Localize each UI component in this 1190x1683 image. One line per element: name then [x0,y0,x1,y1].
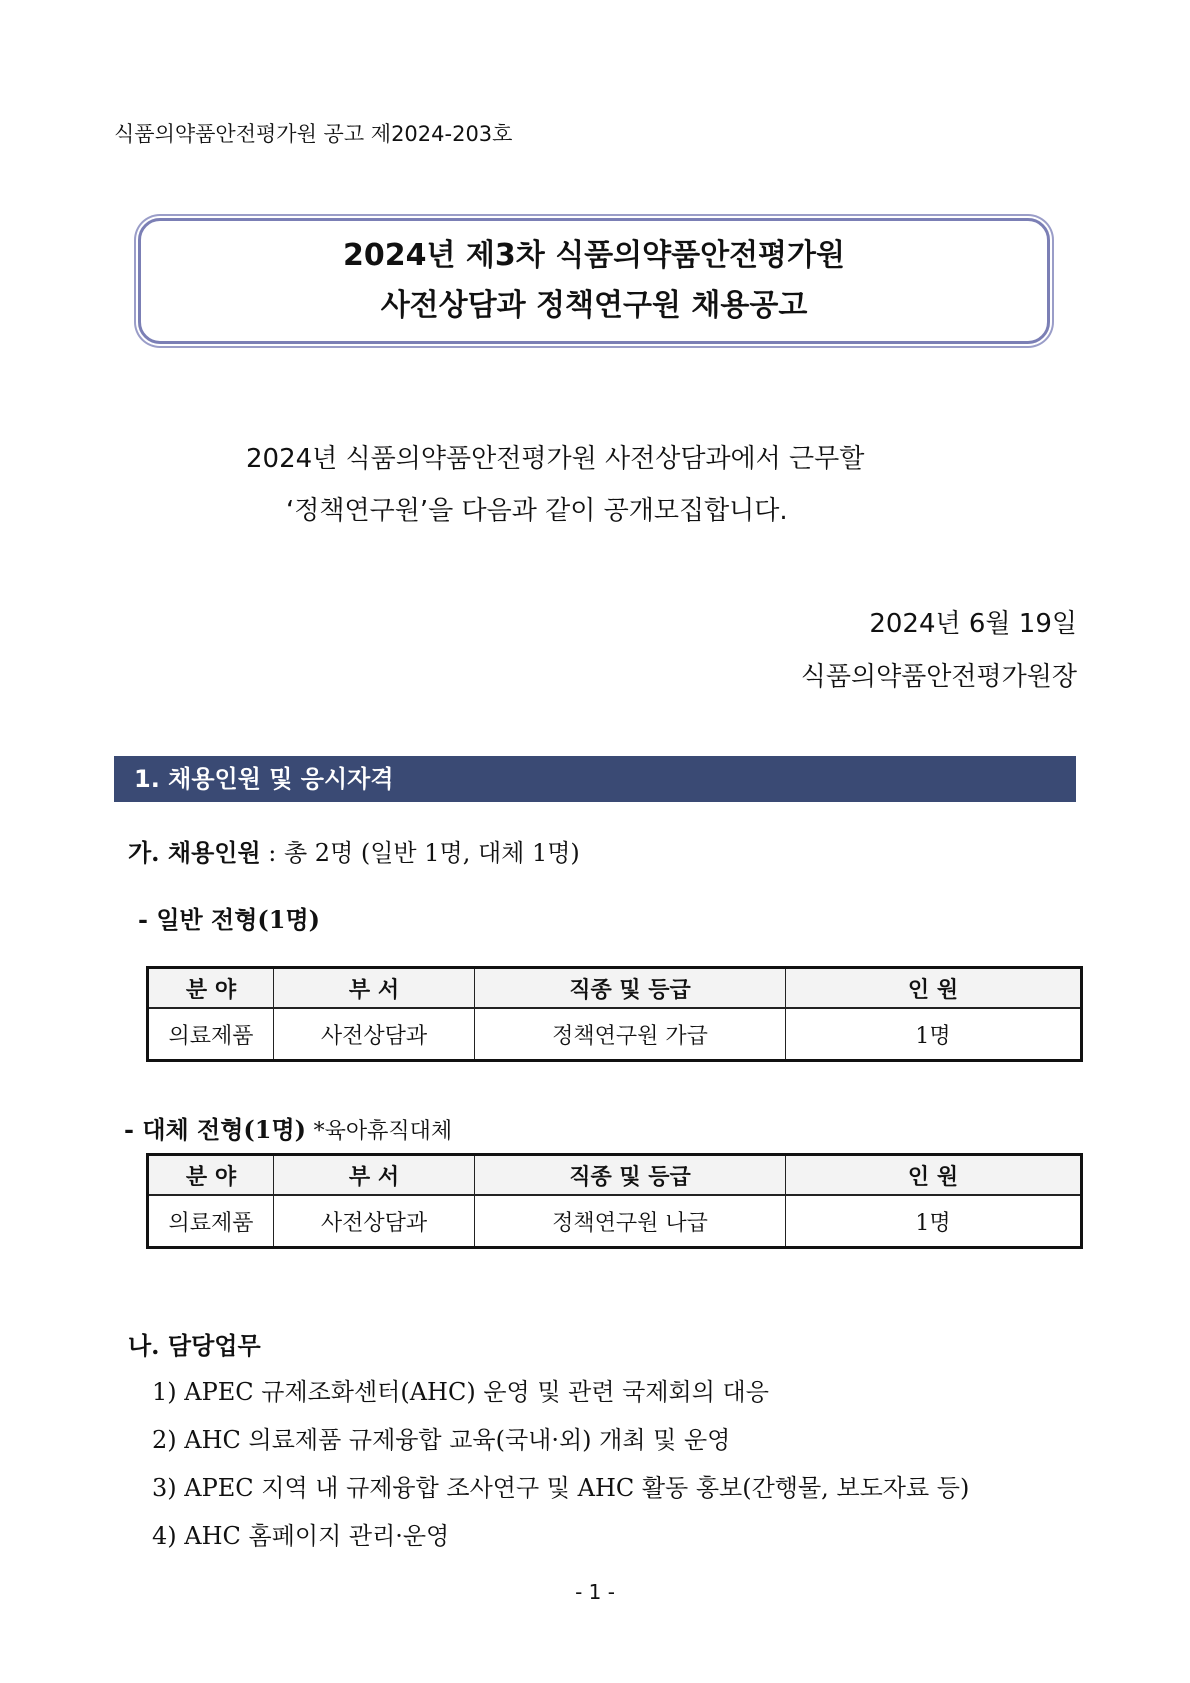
section-heading: 1. 채용인원 및 응시자격 [114,756,1076,802]
column-header: 직종 및 등급 [475,968,786,1009]
table-cell: 정책연구원 가급 [475,1008,786,1061]
column-header: 부 서 [274,968,475,1009]
table-cell: 정책연구원 나급 [475,1195,786,1248]
page-number: - 1 - [575,1580,615,1604]
replacement-track-note: *육아휴직대체 [313,1119,453,1144]
list-item: 4) AHC 홈페이지 관리·운영 [152,1522,450,1550]
title-box [138,218,1050,344]
column-header: 직종 및 등급 [475,1155,786,1196]
recruitment-count [128,833,580,868]
table-header-row [148,968,1082,1009]
replacement-track-title: - 대체 전형(1명) [124,1115,307,1144]
table-cell: 사전상담과 [274,1008,475,1061]
replacement-track-table [146,1153,1083,1249]
recruitment-count-label: 가. 채용인원 [128,838,261,867]
notice-number: 식품의약품안전평가원 공고 제2024-203호 [114,122,513,146]
table-row [148,1195,1082,1248]
general-track-table [146,966,1083,1062]
column-header: 분 야 [148,1155,274,1196]
intro-line-1: 2024년 식품의약품안전평가원 사전상담과에서 근무할 [246,444,865,474]
table-cell: 의료제품 [148,1195,274,1248]
list-item: 2) AHC 의료제품 규제융합 교육(국내·외) 개최 및 운영 [152,1426,731,1454]
title-line-2: 사전상담과 정책연구원 채용공고 [380,288,808,323]
general-track-heading: - 일반 전형(1명) [138,905,321,934]
column-header: 인 원 [786,1155,1082,1196]
list-item: 3) APEC 지역 내 규제융합 조사연구 및 AHC 활동 홍보(간행물, 보도자료 등) [152,1474,970,1502]
issuer-name: 식품의약품안전평가원장 [800,662,1077,692]
intro-line-2: ‘정책연구원’을 다음과 같이 공개모집합니다. [286,496,788,526]
duties-heading: 나. 담당업무 [128,1331,261,1360]
table-cell: 사전상담과 [274,1195,475,1248]
column-header: 인 원 [786,968,1082,1009]
replacement-track-heading [124,1110,452,1145]
announcement-date: 2024년 6월 19일 [869,609,1077,639]
recruitment-count-text: : 총 2명 (일반 1명, 대체 1명) [260,839,580,867]
title-line-1: 2024년 제3차 식품의약품안전평가원 [343,238,845,273]
table-cell: 의료제품 [148,1008,274,1061]
table-header-row [148,1155,1082,1196]
column-header: 부 서 [274,1155,475,1196]
table-cell: 1명 [786,1008,1082,1061]
column-header: 분 야 [148,968,274,1009]
table-row [148,1008,1082,1061]
list-item: 1) APEC 규제조화센터(AHC) 운영 및 관련 국제회의 대응 [152,1378,769,1406]
table-cell: 1명 [786,1195,1082,1248]
